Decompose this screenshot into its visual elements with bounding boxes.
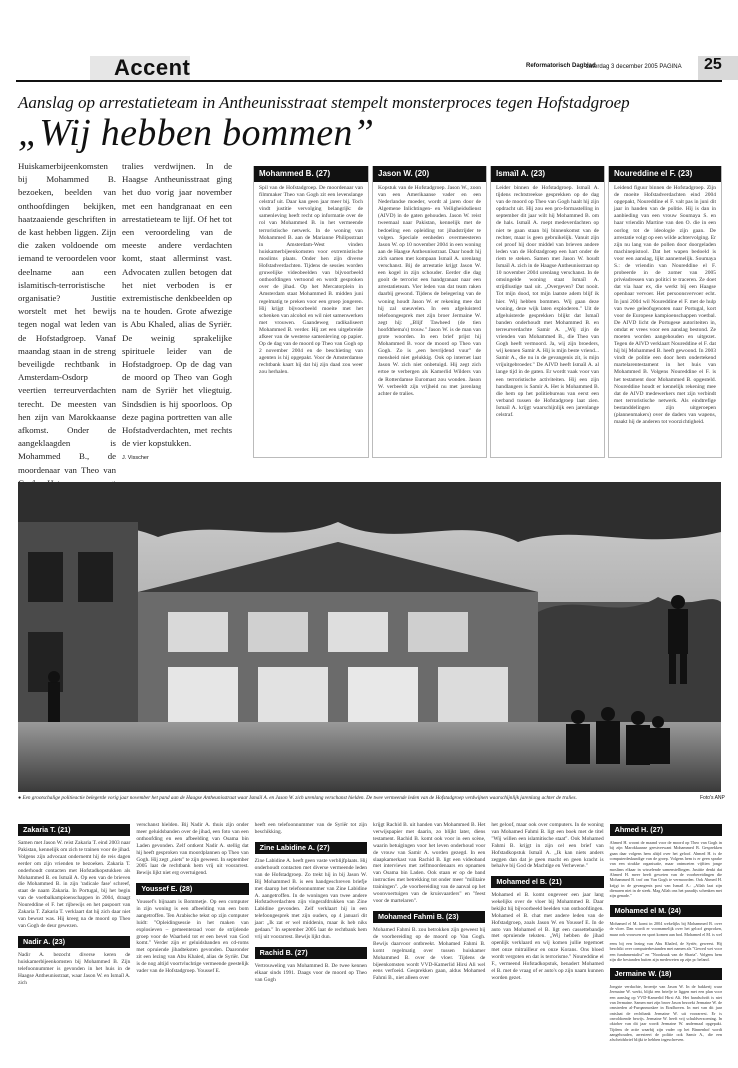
profile-text: Jongste verdachte, broertje van Jason W. In de bakkerij waar Jermaine W. werkt, blijkt een briefje te liggen met een plan voor een aanslag op VVD-Kamerlid Hirsi Ali. Het handschrift is niet van Jermaine. Samen met zijn broer Jason bezoekt Jermaine W. de omstreden al-Furqanmoskee in Eindhoven. In mei van dit jaar ontslaat de rechtbank Jermaine W. uit voorarrest. Er is onvoldoende bewijs. Jermaine W. heeft vrij schuldverzoening. In oktober van dit jaar wordt Jermaine W. andermaal opgepakt. Tijdens de actie waarbij zijn vader op het Binnenhof wordt aangehouden, arresteert de politie ook Samir A., die een afscheidsbrief blijkt te hebben ingeschreven. [609, 984, 722, 1043]
profile-name: Ahmed H. (27) [610, 824, 722, 836]
profile-text: Leidend figuur binnen de Hofstadgroep. Zijn de moeite Hofstadverdachten eind 2004 opgepakt, Noureddine el F. valt pas in juni dit jaar in handen van de politie. Hij is dan in aanbieding van een vrouw Soumaya S. en haar vriendin Martine van den O. die in een oorlog tot de ideologie zijn gaan. De arrestatie volgt op een wilde achtervolging. Er zijn nu lang van de pollen door doorgeladen machinepistool. Dat het wapen bedoeld is voor een aanslag, lijkt aannemelijk. Soumaya S.: de vriendin van Noureddine el F. probeerde in de zomer van 2005 privéadressen van politici te traceren. Ze doet dat via haar ex, die werkt bij een Haagse openbaar vervoer. Het persoonsvervoer echt. In juni 2004 wil Noureddine el F. met de hulp van twee geleofsgenoten naar Portugal, kort voor de Europese kampioenschappen voetbal. De AIVD licht de Portugese autoriteiten in, omdat er vrees voor een aanslag bestond. Ze moeten worden aangehouden en uitgezet. Tegen de AIVD verklaart Noureddine el F. dat hij bij Mohammed B. heeft gewoond. In 2003 vindt de politie een door hem ondertekend martelarentestament in het huis van Mohammed B. Volgens Noureddine el F. is het testament door Mohammed B. opgesteld. Noureddine houdt er kennelijk rekening mee dat de AIVD medewerkers met zijn verbindt met terroristische netwerk. Als eindtrefige bestanddelingen zijn uitgeroepen (plannenmakers) over de daders van wapens, maakt hij de anderen tot voorzichtigheid. [614, 185, 716, 426]
profile-name: Nadir A. (23) [18, 936, 130, 948]
profile-text-continued: heeft een telefoonnummer van de Syriër tot zijn beschikking. [254, 822, 367, 835]
profile-name: Mohamed el B. (21) [491, 876, 603, 888]
byline: J. Visscher [122, 455, 149, 461]
page-number: 25 [704, 56, 722, 73]
article-headline: „Wij hebben bommen” [18, 112, 375, 154]
profile-name: Jason W. (20) [373, 166, 486, 182]
profile-text-continued: het geloof, maar ook over computers. In de woning van Mohamed Fahmi B. ligt een boek met de titel "Wij willen een islamitische staat". Ook Mohamed Fahmi B. krijgt in zijn cel een brief van Hofstadkopstuk Ismaïl A. „Ik kan niets anders zeggen dan dat je geen macht en geen kracht is behalve bij God de Machtige en Verhevene." [491, 822, 604, 870]
profile-text: Kopstuk van de Hofstadgroep. Jason W., zoon van een Amerikaanse vader en een Nederlandse moeder, wordt al jaren door de Algemene Inlichtingen- en Veiligheidsdienst (AIVD) in de gaten gehouden. Jason W. reist tweemaal naar Pakistan, kennelijk met de bedoeling een opleiding tot jihadstrijder te volgen. Speciale eenheden overmeesteren Jason W. op 10 november 2004 in een woning aan de Haagse Antheunisstraat. Daar houdt hij zich samen met kompaan Ismail A. urenlang verschanst. Bij de arrestatie krijgt Jason W. een kogel in zijn schouder. Eerder die dag gooit de terrorist een handgranaat naar een arrestatieteam. Vier leden van dat team raken daarbij gewond. Tijdens de belegering van de woning houdt Jason W. er rekening mee dat hij zal sneuvelen. In een afgeluisterd telefoongesprek met zijn broer Jermaine W. zegt hij: „Blijf Tawheed (de tien hoofdthema's) trouw." Jason W. is de man van grote woorden. In een brief prijst hij Mohammed B. voor de moord op Theo van Gogh. Zo is „een bevrijdend vuur" de mensheid niet gelukkig. Ook op internet laat Jason W. zich niet onbetuigd. Hij zegt zich ertoe te verbergen als Kamerlid Wilders van de Rotterdamse Euromast zou wonden. Jason W. verbeeldt zijn vrijheid nu met jarenlang achter de tralies. [378, 185, 481, 397]
profile-text-continued: eens bij een lezing van Abu Khaled, de Syriër, geweest. Hij beschikt over computerbestanden met namen als "Gewed wet voor een fundamentalist" en "Noodzaak van de Sharia". Volgens hem zijn die bestanden buiten zijn medeweten op zijn pc beland. [609, 941, 722, 962]
profile-text: Samen met Jason W. reist Zakaria T. eind 2003 naar Pakistan, kennelijk om zich te trainen voor de jihad. Volgens zijn advocaat ondernemt hij de reis dagen eerder om zijn vrienden te bezoeken. Zakaria T. onderhoudt contacten met Hofstadkopstukken als Mohammed B. en Ismaïl A. Op een van de brieven die Mohammed B. in zijn 'radicale fase' schreef, staat de naam Zakaria. In Portugal, bij het begin van de voetbalkampioenschappen in 2004, draagt Noureddine el F. het rijbewijs en het paspoort van Zakaria T. Zakaria T. verklaart dat hij zich daar niet van bewust was. Hij kreeg na de moord op Theo van Gogh de deur gewezen. [18, 840, 131, 929]
profile-text: Mohamed Fahmi B. zou betrokken zijn geweest bij de voorbereiding op de moord op Van Gogh. Bewijs daarvoor ontbreekt. Mohamed Fahmi B. komt regelmatig over tussen huiskamer Mohammed B. over de vloer. Tijdens de bijeenkomsten wordt VVD-Kamerlid Hirsi Ali wel eens verfoeid. Gesprekken gaan, aldus Mohamed Fahmi B., niet alleen over [373, 927, 486, 982]
news-photo [18, 482, 721, 792]
profile-text: Zine Labidine A. heeft geen vaste verblijfplaats. Hij onderhoudt contacten met diverse vermeende leden van de Hofstadgroep. Zo trekt hij in bij Jason W. Bij Mohammed B. is een handgeschreven briefje met daarop het telefoonnummer van Zine Labidine A. aangetroffen. In de woningen van twee andere Hofstadverdachten zijn vingerafdrukken van Zine Labidine gevonden. Zelf verklaart hij in een telefoongesprek met zijn ouders, op 4 januari dit jaar: „Ik zat er wel middenin, maar ik heb niks gedaan." In september 2005 laat de rechtbank hem vrij uit voorarrest. Bewijs lijkt dun. [254, 858, 367, 940]
profile-name: Youssef E. (28) [136, 883, 248, 895]
profile-text-continued: verschanst hielden. Bij Nadir A. thuis zijn onder meer geluidsbanden over de jihad, een foto van een onthoofding en een afbeelding van Osama bin Laden gevonden. Zelf ontkent Nadir A. stellig dat hij heeft gesproken van moordplannen op Theo van Gogh. Hij zegt „niets" te zijn geweest. In september 2005 laat de rechtbank hem vrij uit voorarrest. Bewijs lijkt niet erg overtuigend. [136, 822, 249, 877]
profile-name: Rachid B. (27) [255, 947, 367, 959]
profile-name: Zakaria T. (21) [18, 824, 130, 836]
photo-caption: ● Een grootschalige politieactie belegerde vorig jaar november het pand aan de Haagse Antheunisstraat waar Ismaïl A. en Jason W. zich urenlang verschanst hielden. De twee vermeende leden van de Hofstadgroep verdwijnen waarschijnlijk jarenlang achter de tralies. [18, 795, 577, 801]
profile-box [490, 166, 605, 458]
issue-date: zaterdag 3 december 2005 PAGINA [586, 64, 682, 70]
photo-caption-text: Een grootschalige politieactie belegerde vorig jaar november het pand aan de Haagse Antheunisstraat waar Ismaïl A. en Jason W. zich urenlang verschanst hielden. De twee vermeende leden van de Hofstadgroep verdwijnen waarschijnlijk jarenlang achter de tralies. [22, 795, 577, 801]
intro-column-1: Huiskamerbijeenkomsten bij Mohammed B. bezoeken, beelden van onthoofdingen bekijken, haatzaaiende geschriften in de kast hebben liggen. Zijn die zaken voldoende om iemand te veroordelen voor deelname aan een islamitisch-terroristische organisatie? Justitie worstelt met het bewijs tegen nogal wat leden van de Hofstadgroep. Vanaf maandag staan in de streng beveiligde rechtbank in Amsterdam-Osdorp veertien terreurverdachten terecht. De meesten van hen zijn van Marokkaanse afkomst. Onder de aangeklaagden is Mohammed B., de moordenaar van Theo van [18, 161, 116, 475]
profile-name: Jermaine W. (18) [610, 968, 722, 980]
profile-text: Nadir A. bezocht diverse keren de huiskamerbijeenkomsten bij Mohammed B. Zijn telefoonnummer is gevonden in het huis in de Haagse Antheunisstraat, waar Jason W. en Ismaïl A. zich [18, 952, 131, 986]
profile-name: Mohamed Fahmi B. (23) [373, 911, 485, 923]
profile-name: Mohamed el M. (24) [610, 905, 722, 917]
header-rule [16, 80, 722, 82]
profile-name: Ismaïl A. (23) [491, 166, 604, 182]
profile-text: Vertrouweling van Mohammed B. De twee kennen elkaar sinds 1991. Daags voor de moord op Theo van Gogh [254, 963, 367, 983]
profile-box [253, 166, 369, 458]
profile-text: Mohamed el M. komt in 2004 wekelijks bij Mohammed B. over de vloer. Dan wordt er voornamelijk over het geloof gesproken, maar ook vrouwen en sport komen aan bod. Mohamed el M. is wel [609, 921, 722, 937]
profile-text: Mohamed el B. komt ongeveer een jaar lang wekelijks over de vloer bij Mohammed B. Daar bekijkt hij bijvoorbeeld beelden van onthoofdingen. Mohamed el B. chat met andere leden van de Hofstadgroep, zoals Jason W. en Youssef E. In de auto van Mohamed el B. ligt een cassettebandje met opruiende teksten. „Wij hebben de jihad openlijk verklaard en wij komen jullie tegemoet met onze mitrailleur en onze Korans. Ons bloed wordt vergoten en dat is terrorisme." Noureddine el F., vermeend Hofstadkopstuk, benadert Mohamed el B. met de vraag of er auto's op zijn naam kunnen worden gezet. [491, 892, 604, 981]
profile-name: Zine Labidine A. (27) [255, 842, 367, 854]
profile-text: Youssef's bijnaam is Bommetje. Op een computer in zijn woning is een afbeelding van een bom aangetroffen. Ten Arabische tekst op zijn computer luidt: "Opleidingsessie in het maken van explosieven – gemeenteraad voor de strijdende groep voor de Waarheid tot er een bevel van God komt." Verder zijn er geluidsbanden en cd-roms met opruiende jihadteksten gevonden. Daaronder zit een lezing van Abu Khaled, alias de Syriër. Dat is de nog altijd voortvluchtige vermeende geestelijk vader van de Hofstadgroep. Youssef E. [136, 899, 249, 975]
article-kicker: Aanslag op arrestatieteam in Antheunisstraat stempelt monsterproces tegen Hofstadgroep [18, 93, 630, 112]
profile-text-continued: krijgt Rachid B. uit handen van Mohammed B. Het verwijspapier met daarin, zo blijkt later, diens testament. Rachid B. komt ook voor in een scène, waarin betuigingen voor het leven onderhoud voor de vrouw van Samir A. worden gezegd. In een slaapkamerkast van Rachid B. ligt een videoband met interviews met zelfmoordenaars en opnamen van Osama bin Laden. Ook staan er op de band instructies met betrekking tot onder meer "militaire trainingen". „de voorbereiding van de aanval op het woonvoertuigen van de kruisvaarders" en "feest voor de martelaren". [373, 822, 486, 904]
profile-text: Ahmed H. woont de maand voor de moord op Theo van Gogh in bij zijn Marokkaanse geestverwant Mohammed B. Gesprekken gaan daar volgens hem altijd over het geloof. Ahmed H. is de computerdeskundige van de groep. Volgens hem is er geen sprake van een strakke organisatie, maar ontmoeten vijftien jonge moslims elkaar in wisselende samenstellingen. Justitie denkt dat Ahmed H. meer heeft geweten van de voorbereidingen die Mohammed B. trof om Van Gogh te vermoorden. Ook Ahmed H. krijgt in de gevangenis post van Ismaïl A.: „Allah laat zijn dienaren niet in de steek. Mag Allah ons het paradijs schenken met zijn genade." [609, 840, 722, 899]
section-name: Accent [114, 55, 191, 80]
profile-box [372, 166, 487, 458]
police-siege-photo [18, 482, 721, 792]
page-header [16, 56, 722, 80]
intro-column-2: tralies verdwijnen. In de Haagse Antheunisstraat ging het duo vorig jaar november met een handgranaat en een arrestatieteam te lijf. Of het tot een veroordeling van de meeste andere verdachten komt, staat allerminst vast. Advocaten zullen betogen dat het niet verboden is er extremistische denkbeelden op na te houden. Grote afwezige is Abu Khaled, alias de Syriër. De weinig sprakelijke spirituele leider van de Hofstadgroep. Op de dag van de moord op Theo van Gogh nam de Syriër het vliegtuig. Sindsdien is hij spoorloos. Op deze pagina portretten van alle Hofstadverdachten, met rechts de vier kopstukken. [122, 161, 232, 449]
photo-credit: Foto's ANP [700, 795, 725, 801]
profile-name: Mohammed B. (27) [254, 166, 368, 182]
profile-text: Leider binnen de Hofstadgroep. Ismaïl A. tijdens rechtstreekse gesprekken op de dag van de moord op Theo van Gogh haalt hij zijn opdracht uit. Hij zou een pro-formastelling in september dit jaar wilt hij Mohammed B. om de hals. Ismaïl A. roept medeverdachten op niet te gaan staan bij binnenkomst van de rechter, maar is geen gebruikelijk. Vanuit zijn cel proof hij door middel van brieven andere leden van de Hofstadgroep een hart onder de riem te steken. Samen met Jason W. houdt Ismaïl A. zich in de Haagse Antheunisstraat op 10 november 2004 urenlang verschanst. In de omsingelde woning staat Ismaïl A. strijdlustige taal uit. „Overgeven? Dat nooit. Tot mijn dood, tot mijn laatste adem blijf ik hier. Wij hebben bommen. Wij gaan deze woning, deze wijk laten exploderen." Uit de afgeluisterde gesprekken blijkt dat Ismaïl banden onderhoudt met Mohammed B. en terreurverdachte Samir A. „Wij zijn de vrienden van Mohammed B., die Theo van Gogh heeft vermoord. Ja, wij zijn broeders, wij kennen Samir A. Hij is mijn beste vriend... Samir A., die nu in de gevangenis zit, is mijn vrijuitgebroeder." De AIVD heeft Ismaïl A. al lange tijd in de gaten. Er wordt vaak voor van een terroristische activiteiten. Hij een zijn handlangers is Samir A. Het is Mohammed B. die hem op het politiebureau van eerst een verband tussen de Hofstadgroep laat zien. Ismaïl A. krijgt waarschijnlijk een jarenlange celstraf. [496, 185, 599, 418]
profile-box [608, 166, 722, 458]
profile-name: Noureddine el F. (23) [609, 166, 721, 182]
paper-name: Reformatorisch Dagblad [526, 63, 596, 69]
profile-text: Spil van de Hofstadgroep. De moordenaar van filmmaker Theo van Gogh zit een levenslange celstraf uit. Daar kan geen jaar meer bij. Toch vindt justitie vervolging belangrijk: de samenleving heeft recht op informatie over de rol van Mohammed B. in het vermeende terroristische netwerk. In de woning van Mohammed B. aan de Marianne Philipsstraat in Amsterdam-West vinden huiskamerbijeenkomsten voor extremistische moslims plaats. Onder hen zijn diverse Hofstadverdachten. Tijdens de sessies worden gruwelijke videobeelden van bijvoorbeeld onthoofdingen vertoond en wordt gesproken over de jihad. Op het Mercatorplein in Amsterdam staat Mohammed B. midden juni regelmatig te preken voor een groep jongeren. Hij krijgt bijvoorbeeld moeite met het schenken van alcohol en wil niet samenwerken met vrouwen. Gaandeweg radikaliseert Mohammed B. verder. Hij zet een uitgebreide afkeer van de westerse samenleving op papier. Op de dag van de moord op Theo van Gogh op 2 november 2004 en de beschieting van agenten is hij opgepakt. Voor de Amsterdamse rechtbank kaart hij dat hij zijn daad zou weer zou herhalen. [259, 185, 363, 376]
